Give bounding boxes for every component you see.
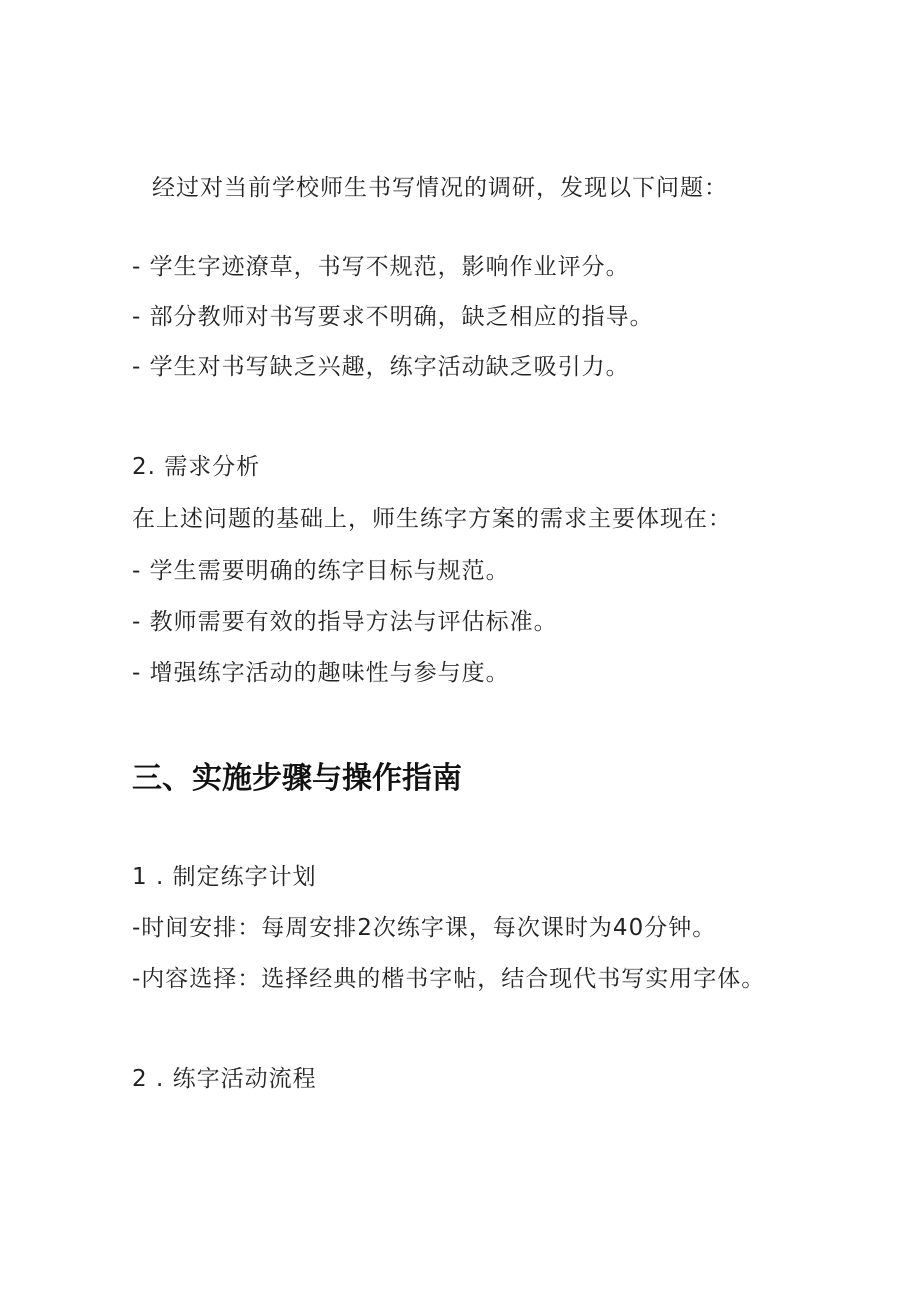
intro-paragraph: 经过对当前学校师生书写情况的调研，发现以下问题： [152, 175, 728, 201]
problem-item-2: - 部分教师对书写要求不明确，缺乏相应的指导。 [132, 304, 654, 330]
needs-heading: 2. 需求分析 [132, 454, 261, 480]
plan-item-content: -内容选择：选择经典的楷书字帖，结合现代书写实用字体。 [132, 966, 766, 992]
plan-heading: 1 . 制定练字计划 [132, 864, 317, 890]
problem-item-1: - 学生字迹潦草，书写不规范，影响作业评分。 [132, 254, 630, 280]
needs-item-2: - 教师需要有效的指导方法与评估标准。 [132, 609, 558, 635]
needs-item-3: - 增强练字活动的趣味性与参与度。 [132, 660, 510, 686]
needs-item-1: - 学生需要明确的练字目标与规范。 [132, 558, 510, 584]
problem-item-3: - 学生对书写缺乏兴趣，练字活动缺乏吸引力。 [132, 354, 630, 380]
section-title: 三、实施步骤与操作指南 [132, 761, 462, 796]
needs-intro: 在上述问题的基础上，师生练字方案的需求主要体现在： [132, 506, 732, 532]
flow-heading: 2 . 练字活动流程 [132, 1066, 317, 1092]
plan-item-time: -时间安排：每周安排2次练字课，每次课时为40分钟。 [132, 915, 717, 941]
